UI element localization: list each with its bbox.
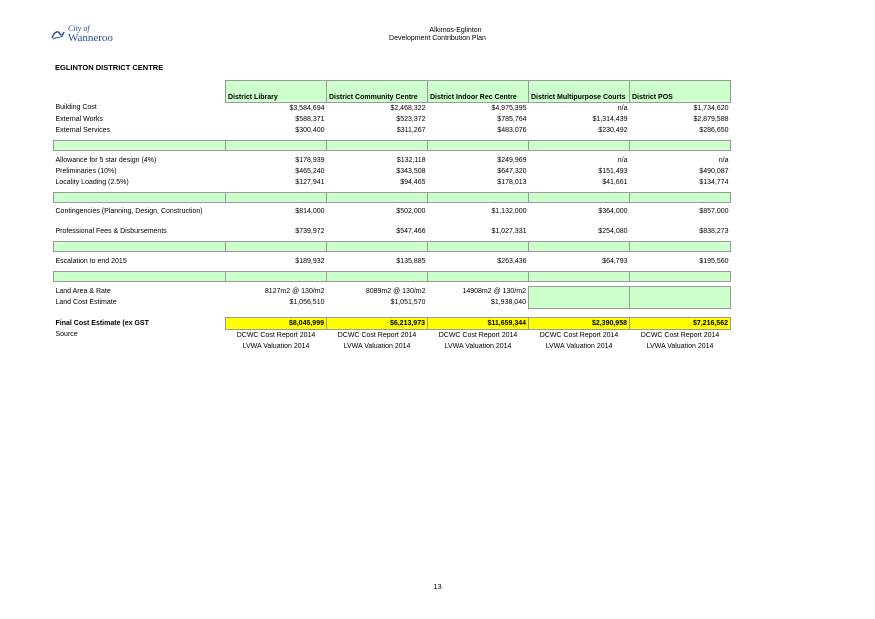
table-row: [54, 103, 731, 115]
final-cell: $8,045,999: [226, 318, 327, 330]
source-row: [54, 330, 731, 342]
section-title: EGLINTON DISTRICT CENTRE: [55, 63, 164, 72]
table-cell: $647,320: [497, 167, 527, 175]
table-cell: $1,314,439: [592, 115, 628, 123]
band-row: [54, 272, 731, 282]
row-label: Professional Fees & Disbursements: [55, 227, 167, 235]
source-cell: DCWC Cost Report 2014: [337, 331, 417, 339]
table-cell: $254,080: [598, 227, 628, 235]
table-cell: $94,465: [400, 178, 426, 186]
source-cell: LVWA Valuation 2014: [646, 342, 714, 350]
table-cell: $483,076: [497, 126, 527, 134]
row-label: External Services: [55, 126, 110, 134]
row-label: Contingencies (Planning, Design, Construction): [55, 208, 203, 215]
table-cell: $311,267: [396, 126, 426, 134]
header-line2: Development Contribution Plan: [389, 35, 486, 42]
table-cell: 8127m2 @ 130/m2: [264, 288, 325, 295]
logo-line2: Wanneroo: [68, 32, 113, 44]
table-cell: $134,774: [699, 178, 729, 186]
source-cell: DCWC Cost Report 2014: [438, 331, 518, 339]
table-cell: $127,941: [295, 178, 325, 186]
source-cell: DCWC Cost Report 2014: [640, 331, 720, 339]
table-cell: $490,087: [699, 167, 729, 175]
table-cell: $4,975,395: [491, 104, 527, 112]
table-cell: $135,885: [396, 257, 426, 265]
table-cell: $364,000: [598, 208, 628, 215]
table-row: [54, 207, 731, 226]
table-row: [54, 256, 731, 267]
table-cell: n/a: [617, 156, 628, 164]
table-cell: $739,972: [295, 227, 325, 235]
table-cell: $132,118: [396, 156, 426, 164]
table-header-row: [54, 81, 731, 103]
table-row: [54, 155, 731, 166]
table-cell: $1,132,000: [491, 208, 527, 215]
table-cell: $502,000: [396, 208, 426, 215]
row-label: External Works: [55, 115, 103, 123]
row-label: Final Cost Estimate (ex GST: [55, 319, 149, 327]
row-label: Allowance for 5 star design (4%): [55, 156, 157, 164]
row-label: Source: [55, 331, 78, 339]
table-cell: $286,650: [699, 126, 729, 134]
page-number: 13: [433, 582, 442, 591]
table-cell: $263,436: [497, 257, 527, 265]
final-cell: $2,390,958: [529, 318, 630, 330]
table-cell: $523,372: [396, 115, 426, 123]
table-cell: $1,734,620: [693, 104, 729, 112]
source-cell: DCWC Cost Report 2014: [539, 331, 619, 339]
table-cell: $300,400: [295, 126, 325, 134]
source-cell: DCWC Cost Report 2014: [236, 331, 316, 339]
source-cell: LVWA Valuation 2014: [444, 342, 512, 350]
table-cell: 14908m2 @ 130/m2: [462, 288, 526, 295]
final-cell: $11,659,344: [428, 318, 529, 330]
header-line1: Alkimos-Eglinton: [429, 27, 482, 34]
row-label: Preliminaries (10%): [55, 167, 117, 175]
table-row: [54, 114, 731, 125]
table-row: [54, 226, 731, 237]
table-cell: $2,468,322: [390, 104, 426, 112]
source-cell: LVWA Valuation 2014: [343, 342, 411, 350]
final-cell: $6,213,973: [327, 318, 428, 330]
col-header: District Library: [226, 81, 327, 103]
row-label: Land Area & Rate: [55, 288, 111, 295]
table-row: [54, 166, 731, 177]
table-cell: $838,273: [699, 227, 729, 235]
col-header: District Multipurpose Courts: [529, 81, 630, 103]
col-header: District POS: [630, 81, 731, 103]
band-row: [54, 242, 731, 252]
table-cell: 8089m2 @ 130/m2: [365, 288, 426, 295]
table-cell: $178,013: [497, 178, 527, 186]
logo-line1: City of: [68, 24, 90, 33]
source-cell: LVWA Valuation 2014: [242, 342, 310, 350]
table-row: [54, 287, 731, 298]
table-cell: $1,056,510: [289, 299, 325, 306]
band-row: [54, 193, 731, 203]
table-cell: $189,932: [295, 257, 325, 265]
table-cell: $249,969: [497, 156, 527, 164]
col-header: District Indoor Rec Centre: [428, 81, 529, 103]
table-cell: $1,051,570: [390, 299, 426, 306]
table-cell: $785,764: [497, 115, 527, 123]
row-label: Escalation to end 2015: [55, 257, 127, 265]
final-row: [54, 318, 731, 330]
table-cell: $588,371: [295, 115, 325, 123]
table-cell: n/a: [718, 156, 729, 164]
row-label: Land Cost Estimate: [55, 299, 117, 306]
table-cell: $41,661: [602, 178, 628, 186]
cost-table: [53, 80, 731, 352]
table-row: [54, 125, 731, 136]
table-cell: $343,508: [396, 167, 426, 175]
table-cell: $64,793: [602, 257, 628, 265]
empty-green-cell: [630, 287, 731, 309]
table-cell: $3,584,694: [289, 104, 325, 112]
col-header: District Community Centre: [327, 81, 428, 103]
row-label: Locality Loading (2.5%): [55, 178, 129, 186]
table-cell: $857,000: [699, 208, 729, 215]
table-cell: $151,493: [598, 167, 628, 175]
table-cell: $178,939: [295, 156, 325, 164]
table-cell: $814,000: [295, 208, 325, 215]
table-cell: $1,938,040: [490, 299, 526, 306]
row-label: Building Cost: [55, 104, 97, 112]
table-cell: $195,560: [699, 257, 729, 265]
table-cell: n/a: [617, 104, 628, 112]
table-cell: $230,492: [598, 126, 628, 134]
source-row: [54, 341, 731, 352]
band-row: [54, 141, 731, 151]
table-row: [54, 177, 731, 188]
final-cell: $7,216,562: [630, 318, 731, 330]
source-cell: LVWA Valuation 2014: [545, 342, 613, 350]
table-cell: $547,466: [396, 227, 426, 235]
table-cell: $2,879,588: [693, 115, 729, 123]
empty-green-cell: [529, 287, 630, 309]
table-cell: $465,240: [295, 167, 325, 175]
table-cell: $1,027,331: [491, 227, 527, 235]
